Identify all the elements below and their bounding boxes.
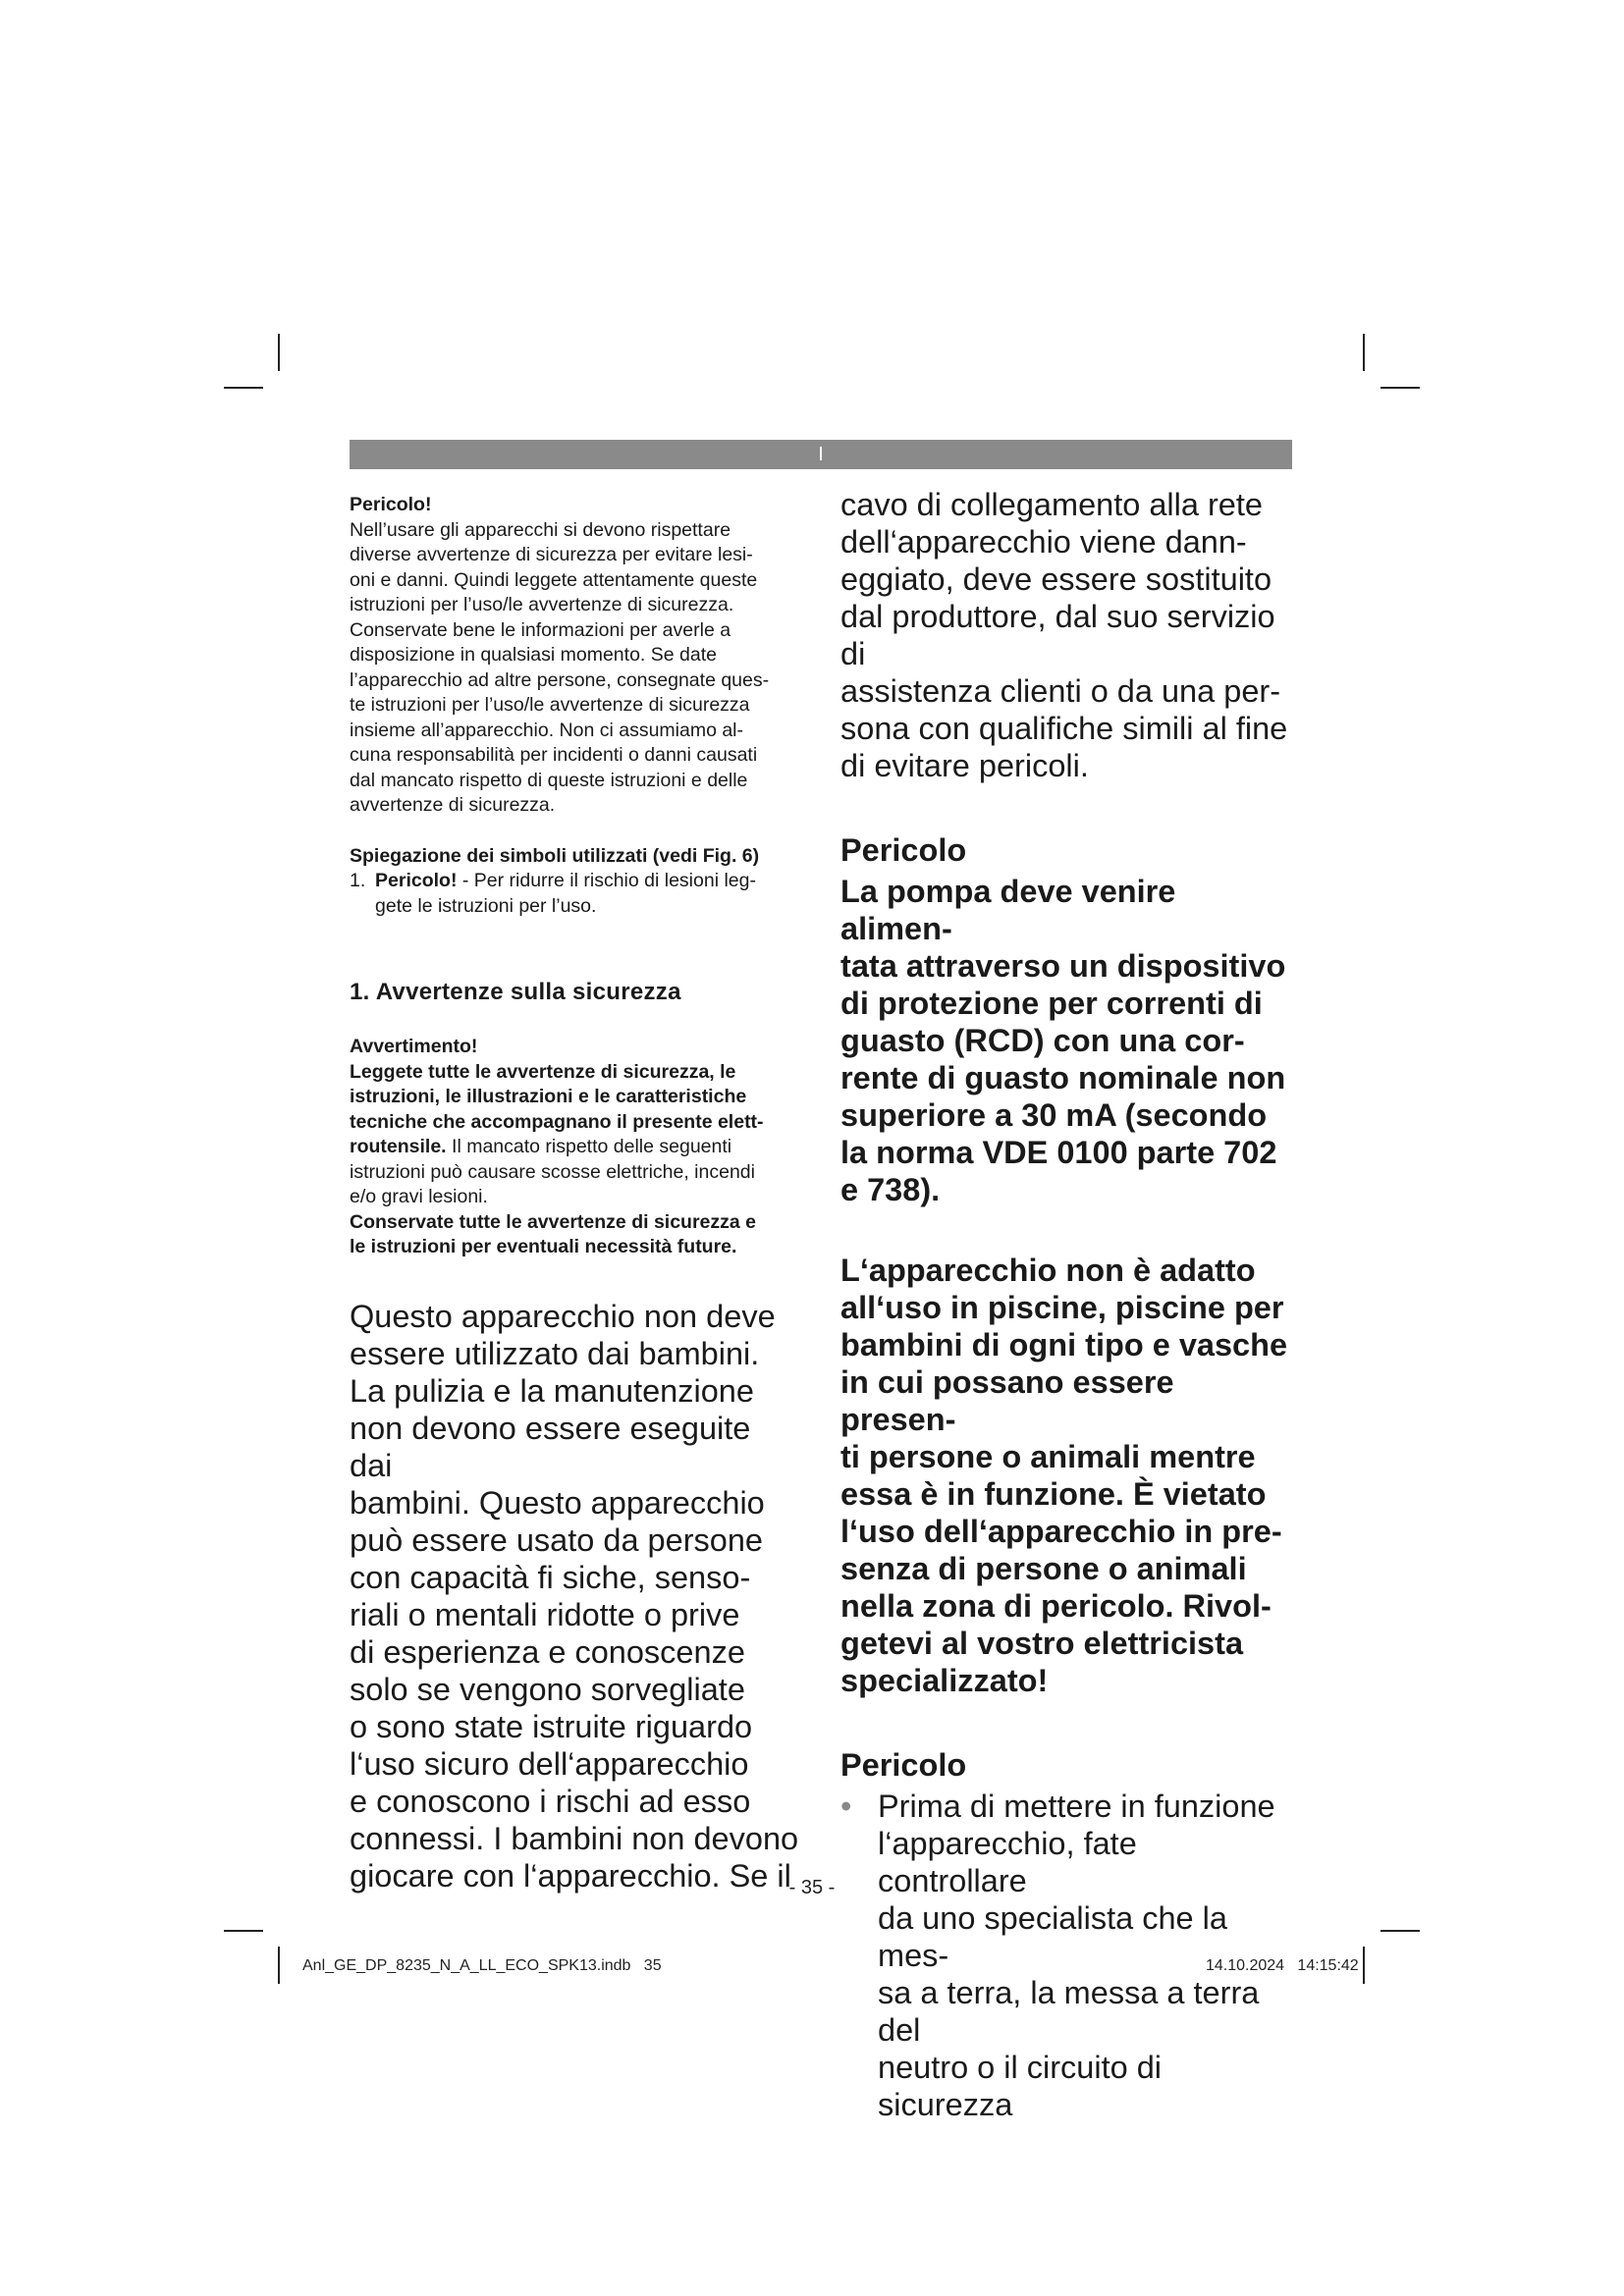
crop-mark	[1380, 387, 1420, 389]
bullet-icon: •	[840, 1789, 852, 1824]
text-line: rente di guasto nominale non	[840, 1060, 1286, 1095]
text-line: Leggete tutte le avvertenze di sicurezza, le	[350, 1060, 736, 1083]
text-line: La pulizia e la manutenzione	[350, 1372, 754, 1409]
text-line: con capacità fi siche, senso-	[350, 1559, 751, 1595]
warning-title: Avvertimento!	[350, 1036, 478, 1057]
text-line: all‘uso in piscine, piscine per	[840, 1290, 1284, 1325]
text-line: e 738).	[840, 1172, 941, 1207]
section-header-bar	[350, 440, 1292, 469]
crop-mark	[1363, 334, 1365, 371]
text-line: giocare con l‘apparecchio. Se il	[350, 1857, 791, 1894]
section-title: 1. Avvertenze sulla sicurezza	[350, 979, 681, 1005]
text-line: disposizione in qualsiasi momento. Se date	[350, 644, 717, 666]
symbols-title: Spiegazione dei simboli utilizzati (vedi Fig. 6)	[350, 844, 760, 867]
text-line: cavo di collegamento alla rete	[840, 487, 1263, 522]
text-line: getevi al vostro elettricista	[840, 1626, 1244, 1661]
text-line: Conservate bene le informazioni per averle a	[350, 618, 731, 641]
text-span: routensile.	[350, 1136, 447, 1157]
text-line: istruzioni per l’uso/le avvertenze di sicurezza.	[350, 594, 734, 615]
text-line: bambini di ogni tipo e vasche	[840, 1327, 1288, 1362]
text-line: te istruzioni per l’uso/le avvertenze di sicurezza	[350, 694, 750, 716]
footer-file-name: Anl_GE_DP_8235_N_A_LL_ECO_SPK13.indb 35	[302, 1957, 662, 1974]
text-line: istruzioni, le illustrazioni e le caratteristiche	[350, 1086, 747, 1107]
text-line: le istruzioni per eventuali necessità future.	[350, 1236, 737, 1257]
cable-paragraph	[840, 486, 1292, 784]
text-line: neutro o il circuito di sicurezza	[878, 2050, 1163, 2122]
text-line: sona con qualifiche simili al fine	[840, 711, 1288, 746]
rcd-paragraph	[840, 873, 1292, 1208]
text-line: o sono state istruite riguardo	[350, 1708, 753, 1744]
text-line: La pompa deve venire alimen-	[840, 874, 1176, 946]
text-line: sa a terra, la messa a terra del	[878, 1975, 1260, 2048]
text-line: specializzato!	[840, 1663, 1049, 1698]
text-line: bambini. Questo apparecchio	[350, 1484, 765, 1521]
text-line: guasto (RCD) con una cor-	[840, 1023, 1245, 1058]
text-line: nella zona di pericolo. Rivol-	[840, 1588, 1272, 1624]
text-line: dell‘apparecchio viene dann-	[840, 524, 1247, 560]
text-line: essa è in funzione. È vietato	[840, 1476, 1267, 1512]
text-line: tata attraverso un dispositivo	[840, 948, 1286, 984]
text-line: la norma VDE 0100 parte 702	[840, 1135, 1277, 1170]
item-number: 1.	[350, 870, 366, 891]
text-line: e/o gravi lesioni.	[350, 1186, 488, 1207]
text-line: Prima di mettere in funzione	[878, 1789, 1275, 1824]
text-line: solo se vengono sorvegliate	[350, 1671, 745, 1707]
text-line: diverse avvertenze di sicurezza per evitare lesi-	[350, 544, 753, 565]
danger-paragraph	[350, 518, 801, 819]
text-line: tecniche che accompagnano il presente elett-	[350, 1110, 764, 1133]
text-line: può essere usato da persone	[350, 1522, 763, 1558]
item-label: Pericolo!	[375, 870, 458, 891]
text-line: l’apparecchio ad altre persone, consegnate ques-	[350, 668, 770, 691]
crop-mark	[278, 334, 280, 371]
crop-mark	[224, 1930, 263, 1932]
text-line: L‘apparecchio non è adatto	[840, 1253, 1256, 1288]
crop-mark	[1363, 1947, 1365, 1984]
danger-heading: Pericolo	[840, 1747, 967, 1783]
text-line: ti persone o animali mentre	[840, 1439, 1256, 1474]
text-line: essere utilizzato dai bambini.	[350, 1335, 760, 1371]
text-line: riali o mentali ridotte o prive	[350, 1596, 740, 1632]
footer-timestamp: 14.10.2024 14:15:42	[1206, 1957, 1359, 1974]
text-line: non devono essere eseguite dai	[350, 1410, 751, 1483]
text-line: eggiato, deve essere sostituito	[840, 561, 1272, 597]
crop-mark	[1380, 1930, 1420, 1932]
text-line: insieme all’apparecchio. Non ci assumiamo al-	[350, 719, 744, 741]
text-line: assistenza clienti o da una per-	[840, 673, 1281, 709]
crop-mark	[224, 387, 263, 389]
bullet-item	[840, 1788, 1292, 2123]
crop-mark	[278, 1947, 280, 1984]
text-line: l‘uso sicuro dell‘apparecchio	[350, 1745, 749, 1782]
section-label: I	[818, 444, 824, 465]
symbols-list-item	[350, 869, 801, 919]
text-line: e conoscono i rischi ad esso	[350, 1783, 751, 1819]
text-line: superiore a 30 mA (secondo	[840, 1097, 1268, 1133]
text-line: in cui possano essere presen-	[840, 1364, 1174, 1437]
item-text: - Per ridurre il rischio di lesioni leg-	[457, 870, 756, 891]
text-line: di protezione per correnti di	[840, 986, 1263, 1021]
danger-title: Pericolo!	[350, 494, 432, 515]
children-paragraph	[350, 1298, 801, 1895]
pool-paragraph	[840, 1252, 1292, 1699]
text-line: avvertenze di sicurezza.	[350, 794, 556, 816]
text-line: istruzioni può causare scosse elettriche, incendi	[350, 1160, 755, 1183]
text-line: di esperienza e conoscenze	[350, 1633, 745, 1670]
text-line: senza di persone o animali	[840, 1551, 1247, 1586]
text-line: dal mancato rispetto di queste istruzioni e delle	[350, 769, 748, 791]
text-line: da uno specialista che la mes-	[878, 1900, 1227, 1973]
left-column	[350, 493, 801, 1895]
text-line: oni e danni. Quindi leggete attentamente queste	[350, 568, 758, 591]
text-line: Questo apparecchio non deve	[350, 1298, 776, 1334]
text-line: Nell’usare gli apparecchi si devono rispettare	[350, 518, 731, 541]
text-line: di evitare pericoli.	[840, 748, 1089, 783]
text-line: l‘apparecchio, fate controllare	[878, 1826, 1137, 1898]
text-line: Conservate tutte le avvertenze di sicurezza e	[350, 1210, 757, 1233]
text-line: cuna responsabilità per incidenti o danni causati	[350, 744, 758, 766]
text-line: dal produttore, dal suo servizio di	[840, 599, 1275, 671]
text-line: l‘uso dell‘apparecchio in pre-	[840, 1514, 1282, 1549]
danger-heading: Pericolo	[840, 832, 967, 868]
text-line: connessi. I bambini non devono	[350, 1820, 799, 1856]
text-span: Il mancato rispetto delle seguenti	[446, 1136, 732, 1157]
item-text: gete le istruzioni per l’uso.	[375, 894, 597, 917]
page-number: - 35 -	[788, 1877, 836, 1898]
